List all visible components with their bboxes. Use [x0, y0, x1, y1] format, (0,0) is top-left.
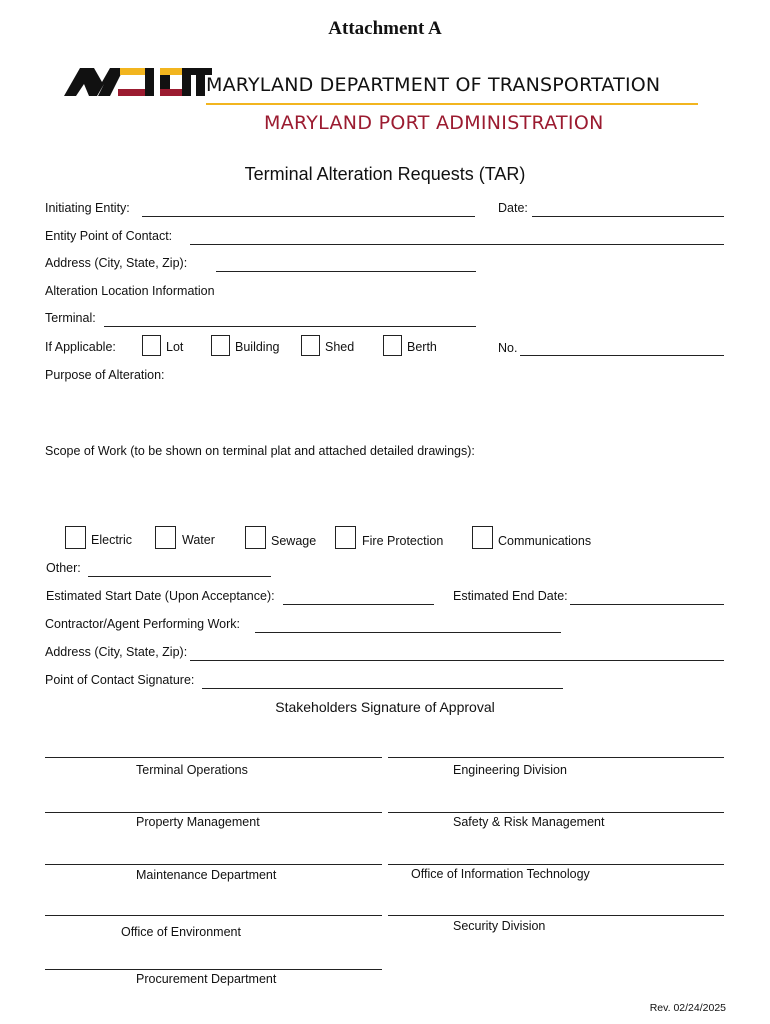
date-label: Date:	[498, 201, 528, 215]
other-field[interactable]	[88, 576, 271, 577]
contractor-label: Contractor/Agent Performing Work:	[45, 617, 240, 631]
purpose-field[interactable]	[45, 386, 725, 436]
sewage-checkbox[interactable]	[245, 526, 266, 549]
communications-checkbox[interactable]	[472, 526, 493, 549]
electric-label: Electric	[91, 533, 132, 547]
address-label: Address (City, State, Zip):	[45, 256, 188, 270]
maintenance-department-label: Maintenance Department	[136, 868, 277, 882]
procurement-department-signature-line[interactable]	[45, 969, 382, 970]
contractor-address-field[interactable]	[190, 660, 724, 661]
security-division-signature-line[interactable]	[388, 915, 724, 916]
start-date-field[interactable]	[283, 604, 434, 605]
other-label: Other:	[46, 561, 81, 575]
contractor-address-label: Address (City, State, Zip):	[45, 645, 188, 659]
end-date-field[interactable]	[570, 604, 724, 605]
engineering-division-label: Engineering Division	[453, 763, 567, 777]
initiating-entity-field[interactable]	[142, 216, 475, 217]
mdot-logo	[64, 64, 212, 100]
date-field[interactable]	[532, 216, 724, 217]
fire-protection-label: Fire Protection	[362, 534, 444, 548]
shed-label: Shed	[325, 340, 355, 354]
poc-signature-field[interactable]	[202, 688, 563, 689]
department-name: MARYLAND DEPARTMENT OF TRANSPORTATION	[206, 74, 661, 96]
property-management-label: Property Management	[136, 815, 260, 829]
initiating-entity-label: Initiating Entity:	[45, 201, 130, 215]
if-applicable-label: If Applicable:	[45, 340, 116, 354]
header-divider	[206, 103, 698, 105]
alteration-location-heading: Alteration Location Information	[45, 284, 215, 298]
terminal-operations-label: Terminal Operations	[136, 763, 248, 777]
information-technology-label: Office of Information Technology	[411, 867, 590, 881]
contractor-field[interactable]	[255, 632, 561, 633]
electric-checkbox[interactable]	[65, 526, 86, 549]
safety-risk-management-label: Safety & Risk Management	[453, 815, 605, 829]
building-label: Building	[235, 340, 280, 354]
office-of-environment-label: Office of Environment	[121, 925, 241, 939]
entity-poc-field[interactable]	[190, 244, 724, 245]
lot-checkbox[interactable]	[142, 335, 161, 356]
purpose-label: Purpose of Alteration:	[45, 368, 165, 382]
terminal-label: Terminal:	[45, 311, 96, 325]
berth-label: Berth	[407, 340, 437, 354]
building-checkbox[interactable]	[211, 335, 230, 356]
shed-checkbox[interactable]	[301, 335, 320, 356]
maintenance-department-signature-line[interactable]	[45, 864, 382, 865]
poc-signature-label: Point of Contact Signature:	[45, 673, 195, 687]
security-division-label: Security Division	[453, 919, 546, 933]
start-date-label: Estimated Start Date (Upon Acceptance):	[46, 589, 275, 603]
fire-protection-checkbox[interactable]	[335, 526, 356, 549]
safety-risk-signature-line[interactable]	[388, 812, 724, 813]
scope-label: Scope of Work (to be shown on terminal plat and attached detailed drawings):	[45, 444, 475, 458]
administration-name: MARYLAND PORT ADMINISTRATION	[264, 112, 604, 134]
end-date-label: Estimated End Date:	[453, 589, 568, 603]
communications-label: Communications	[498, 534, 592, 548]
lot-label: Lot	[166, 340, 184, 354]
terminal-operations-signature-line[interactable]	[45, 757, 382, 758]
engineering-division-signature-line[interactable]	[388, 757, 724, 758]
stakeholders-title: Stakeholders Signature of Approval	[275, 699, 495, 715]
scope-field[interactable]	[45, 462, 725, 522]
number-label: No.	[498, 341, 518, 355]
berth-checkbox[interactable]	[383, 335, 402, 356]
entity-poc-label: Entity Point of Contact:	[45, 229, 173, 243]
property-management-signature-line[interactable]	[45, 812, 382, 813]
address-field[interactable]	[216, 271, 476, 272]
water-checkbox[interactable]	[155, 526, 176, 549]
procurement-department-label: Procurement Department	[136, 972, 277, 986]
number-field[interactable]	[520, 355, 724, 356]
sewage-label: Sewage	[271, 534, 317, 548]
office-of-environment-signature-line[interactable]	[45, 915, 382, 916]
water-label: Water	[182, 533, 215, 547]
attachment-title: Attachment A	[328, 18, 442, 39]
form-title: Terminal Alteration Requests (TAR)	[244, 164, 526, 184]
revision-date: Rev. 02/24/2025	[649, 1002, 726, 1014]
terminal-field[interactable]	[104, 326, 476, 327]
information-technology-signature-line[interactable]	[388, 864, 724, 865]
